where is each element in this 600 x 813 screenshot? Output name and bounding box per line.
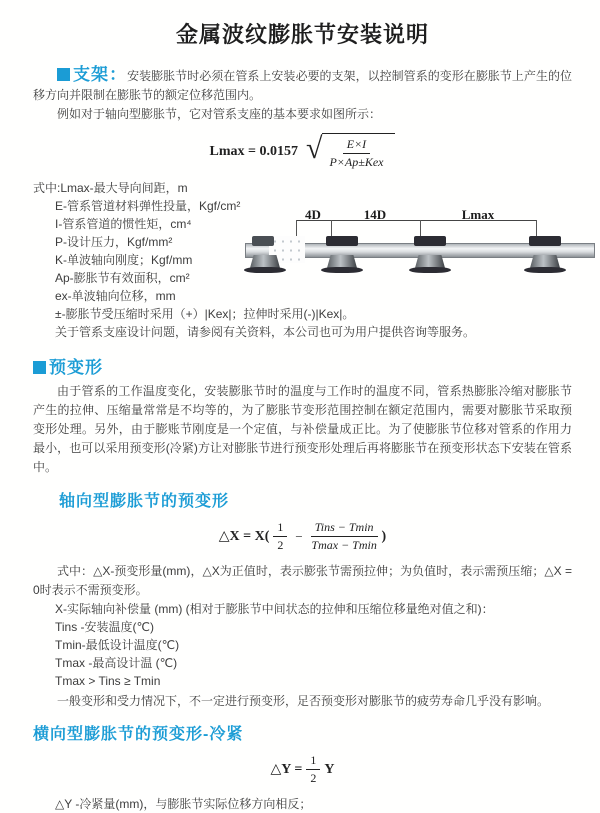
definition-line: ex-单波轴向位移，mm	[55, 289, 176, 303]
support-heading-label: 支架：	[73, 65, 128, 84]
support-base	[524, 267, 566, 273]
anchor-support	[243, 236, 287, 276]
predeform-section-heading	[33, 353, 572, 378]
axial-definition-line: Tins -安装温度(℃)	[55, 620, 155, 634]
minus-sign: −	[295, 528, 303, 544]
radical-sign: √	[306, 132, 323, 165]
support-saddle	[414, 236, 446, 246]
definition-line: E-管系管道材料弹性投量，Kgf/cm²	[55, 199, 241, 213]
axial-definition-line: X-实际轴向补偿量 (mm) (相对于膨胀节中间状态的拉伸和压缩位移量绝对值之和)：	[55, 602, 494, 616]
lateral-note-line: △Y -冷紧量(mm)，与膨胀节实际位移方向相反；	[55, 797, 312, 811]
half-denominator: 2	[310, 771, 317, 785]
definition-line: Ap-膨胀节有效面积，cm²	[55, 271, 190, 285]
temperature-numerator: Tins − Tmin	[311, 520, 378, 537]
radical-content	[322, 133, 395, 170]
support-closing-line: 关于管系支座设计问题，请参阅有关资料，本公司也可为用户提供咨询等服务。	[55, 325, 476, 339]
temperature-denominator: Tmax − Tmin	[311, 538, 377, 552]
axial-note-paragraph: 式中：△X-预变形量(mm)，△X为正值时，表示膨张节需预拉伸；为负值时，表示需预压缩；△X = 0时表示不需预变形。	[33, 564, 572, 597]
pipe-support	[408, 236, 452, 276]
support-section-heading	[57, 65, 127, 84]
dimension-line	[296, 220, 536, 221]
one-half-fraction	[273, 520, 287, 553]
blue-square-icon	[33, 361, 46, 374]
blue-square-icon	[57, 68, 70, 81]
support-saddle	[529, 236, 561, 246]
dim-label-14d: 14D	[363, 207, 387, 222]
axial-formula-rhs: )	[381, 528, 387, 544]
support-base	[244, 267, 286, 273]
lateral-formula-rhs: Y	[324, 761, 335, 777]
lateral-formula-lhs: △Y =	[270, 762, 303, 777]
predeform-paragraph: 由于管系的工作温度变化，安装膨胀节时的温度与工作时的温度不同，管系热膨胀冷缩对膨胀节产生的拉伸、压缩量常常是不均等的，为了膨胀节变形范围控制在额定范围内，需要对膨胀节采取预变形处理。另外，由于膨账节刚度是一个定值，与补偿量成正比。为了使膨胀节位移对管系的作用力最小，也可以采用预变形(冷紧)方让对膨胀节进行预变形处理后再将膨胀节在预变形状态下安装在管系中。	[33, 384, 572, 474]
definition-line: P-设计压力，Kgf/mm²	[55, 235, 173, 249]
page-title: 金属波纹膨胀节安装说明	[175, 22, 429, 47]
lmax-formula	[33, 133, 572, 170]
axial-definition-line: Tmin-最低设计温度(℃)	[55, 638, 180, 652]
support-saddle	[326, 236, 358, 246]
half-numerator: 1	[273, 520, 287, 537]
axial-definition-line: Tmax -最高设计温 (℃)	[55, 656, 178, 670]
anchor-cap	[252, 236, 274, 246]
half-denominator: 2	[277, 538, 284, 552]
lmax-fraction-denominator: P×Ap±Kex	[329, 155, 384, 169]
lmax-formula-lhs: Lmax = 0.0157	[209, 143, 298, 159]
dim-label-lmax: Lmax	[461, 207, 495, 222]
sqrt-radical-icon	[306, 133, 395, 170]
support-intro-text: 安装膨胀节时必须在管系上安装必要的支架，以控制管系的变形在膨胀节上产生的位移方向并限制在膨胀节的额定位移范围内。	[33, 69, 572, 102]
one-half-fraction	[306, 753, 320, 786]
definition-line: 式中:Lmax-最大导向间距，m	[33, 181, 188, 195]
axial-definition-line: Tmax > Tins ≥ Tmin	[55, 674, 161, 688]
definition-line: K-单波轴向刚度；Kgf/mm	[55, 253, 193, 267]
pipe-support-diagram	[245, 207, 597, 301]
axial-subsection-heading: 轴向型膨胀节的预变形	[59, 493, 230, 510]
temperature-fraction	[311, 520, 378, 553]
lateral-formula	[33, 753, 572, 786]
lmax-fraction-numerator: E×I	[343, 137, 370, 154]
pipe-support	[320, 236, 364, 276]
axial-formula	[33, 520, 572, 553]
definition-line: ±-膨胀节受压缩时采用（+）|Kex|；拉伸时采用(-)|Kex|。	[55, 307, 355, 321]
predeform-heading-label: 预变形	[49, 358, 103, 377]
support-base	[321, 267, 363, 273]
lmax-fraction	[329, 137, 383, 170]
lateral-subsection-heading: 横向型膨胀节的预变形-冷紧	[33, 726, 244, 743]
support-intro-paragraph	[33, 65, 572, 105]
axial-general-note: 一般变形和受力情况下，不一定进行预变形，足否预变形对膨胀节的疲劳寿命几乎没有影响。	[57, 694, 550, 708]
definitions-block	[33, 179, 572, 305]
half-numerator: 1	[306, 753, 320, 770]
definition-line: I-管系管道的惯性矩，cm⁴	[55, 217, 192, 231]
support-example-line: 例如对于轴向型膨胀节，它对管系支座的基本要求如图所示：	[57, 107, 382, 121]
pipe-support	[523, 236, 567, 276]
support-base	[409, 267, 451, 273]
dim-label-4d: 4D	[305, 207, 321, 222]
axial-formula-lhs: △X = X(	[218, 529, 270, 544]
